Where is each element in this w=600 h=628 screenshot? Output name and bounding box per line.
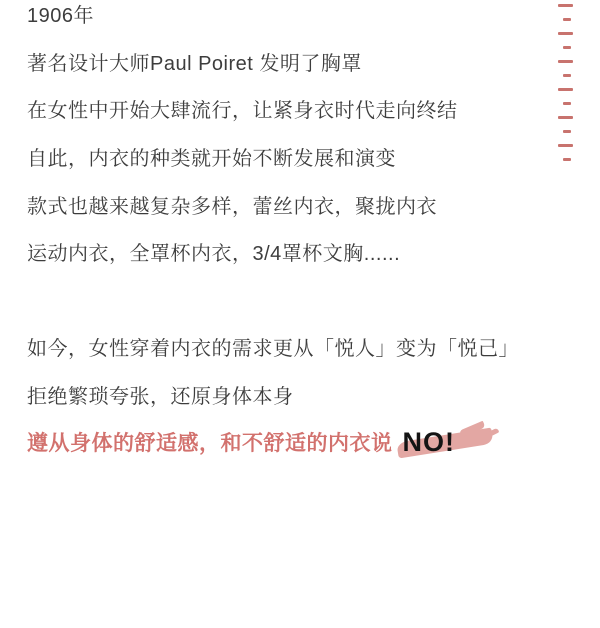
emphasis-red-text: 遵从身体的舒适感，和不舒适的内衣说 xyxy=(27,432,393,456)
text-line: 在女性中开始大肆流行，让紧身衣时代走向终结 xyxy=(27,100,458,123)
dash-long xyxy=(558,116,573,119)
no-exclamation-text: NO! xyxy=(402,426,455,457)
dash-short xyxy=(563,46,572,49)
text-line: 自此，内衣的种类就开始不断发展和演变 xyxy=(27,148,396,171)
blank-line xyxy=(27,276,560,324)
text-line: 著名设计大师Paul Poiret 发明了胸罩 xyxy=(27,52,362,75)
dash-short xyxy=(563,74,572,77)
text-line: 运动内衣，全罩杯内衣，3/4罩杯文胸...... xyxy=(27,243,401,266)
text-line: 1906年 xyxy=(27,5,94,28)
dash-long xyxy=(558,4,573,7)
no-callout xyxy=(403,427,456,458)
dash-short xyxy=(563,102,572,105)
text-line: 款式也越来越复杂多样，蕾丝内衣，聚拢内衣 xyxy=(27,195,437,218)
dash-long xyxy=(558,32,573,35)
dash-long xyxy=(558,60,573,63)
article-body xyxy=(27,0,560,466)
dash-long xyxy=(558,144,573,147)
dash-long xyxy=(558,88,573,91)
dash-short xyxy=(563,18,572,21)
dash-short xyxy=(563,130,572,133)
emphasis-line xyxy=(27,418,560,466)
dash-short xyxy=(563,158,572,161)
text-line: 拒绝繁琐夸张，还原身体本身 xyxy=(27,386,294,409)
text-line: 如今，女性穿着内衣的需求更从「悦人」变为「悦己」 xyxy=(27,338,519,361)
paragraph-list xyxy=(27,0,560,418)
